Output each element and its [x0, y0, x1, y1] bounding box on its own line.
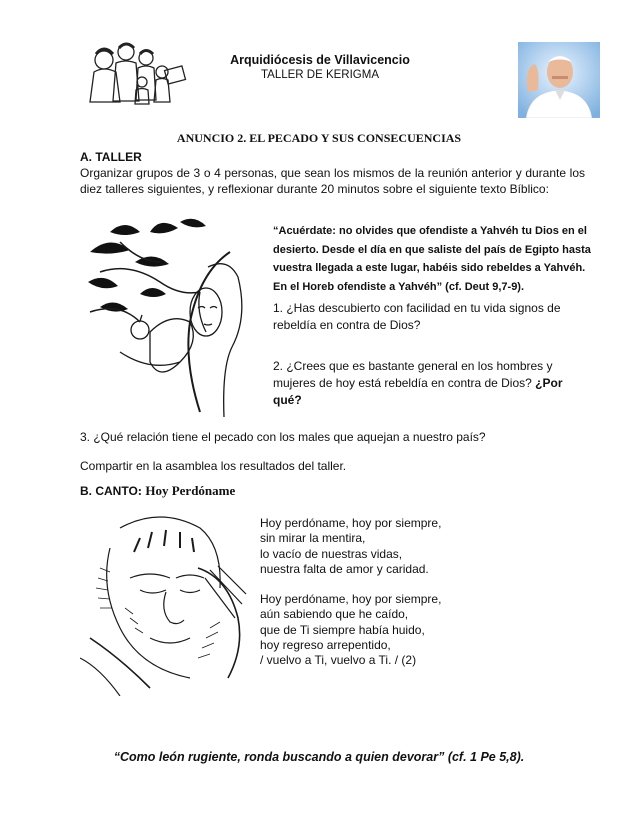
- question-3: 3. ¿Qué relación tiene el pecado con los males que aquejan a nuestro país?: [80, 430, 486, 444]
- question-2: [273, 358, 588, 409]
- section-a-intro: Organizar grupos de 3 o 4 personas, que sean los mismos de la reunión anterior y durante los diez talleres siguientes, y reflexionar durante 20 minutos sobre el siguiente texto Bíblico:: [80, 166, 585, 196]
- footer-quote: “Como león rugiente, ronda buscando a quien devorar” (cf. 1 Pe 5,8).: [113, 750, 525, 764]
- quote-line: En el Horeb ofendiste a Yahvéh” (cf. Deut 9,7-9).: [273, 280, 525, 293]
- lyric-line: / vuelvo a Ti, vuelvo a Ti. / (2): [260, 653, 417, 668]
- bible-quote: [273, 222, 593, 296]
- pope-photo: [518, 42, 600, 118]
- quote-line: “Acuérdate: no olvides que ofendiste a Yahvéh tu Dios en el: [273, 225, 587, 237]
- lyric-line: hoy regreso arrepentido,: [260, 638, 391, 653]
- question-1: 1. ¿Has descubierto con facilidad en tu vida signos de rebeldía en contra de Dios?: [273, 301, 561, 332]
- stanza-gap: [260, 577, 560, 592]
- song-lyrics: [260, 516, 560, 669]
- header-subtitle: TALLER DE KERIGMA: [260, 69, 379, 81]
- lyric-line: sin mirar la mentira,: [260, 531, 366, 546]
- lyric-line: nuestra falta de amor y caridad.: [260, 561, 429, 576]
- section-a-heading: A. TALLER: [80, 150, 142, 164]
- section-b-prefix: B. CANTO: [80, 484, 138, 498]
- grieving-man-illustration: [80, 508, 255, 696]
- quote-line: desierto. Desde el día en que saliste del país de Egipto hasta: [273, 243, 591, 256]
- section-b-heading: [80, 483, 235, 499]
- lyric-line: Hoy perdóname, hoy por siempre,: [260, 516, 442, 530]
- share-instruction: Compartir en la asamblea los resultados del taller.: [80, 459, 347, 473]
- anuncio-title: ANUNCIO 2. EL PECADO Y SUS CONSECUENCIAS: [176, 131, 462, 145]
- family-illustration: [82, 38, 192, 114]
- lyric-line: Hoy perdóname, hoy por siempre,: [260, 592, 442, 607]
- question-2-text: 2. ¿Crees que es bastante general en los hombres y mujeres de hoy está rebeldía en contra de Dios?: [273, 359, 553, 390]
- quote-line: vuestra llegada a este lugar, habéis sido rebeldes a Yahvéh.: [273, 262, 586, 274]
- lyric-line: lo vacío de nuestras vidas,: [260, 546, 403, 561]
- eve-apple-illustration: [80, 212, 255, 422]
- lyric-line: aún sabiendo que he caído,: [260, 607, 409, 622]
- lyric-line: que de Ti siempre había huido,: [260, 622, 425, 637]
- header-org: Arquidiócesis de Villavicencio: [230, 53, 410, 67]
- song-title: : Hoy Perdóname: [137, 483, 236, 498]
- question-2-bold: ¿Por qué?: [273, 376, 563, 407]
